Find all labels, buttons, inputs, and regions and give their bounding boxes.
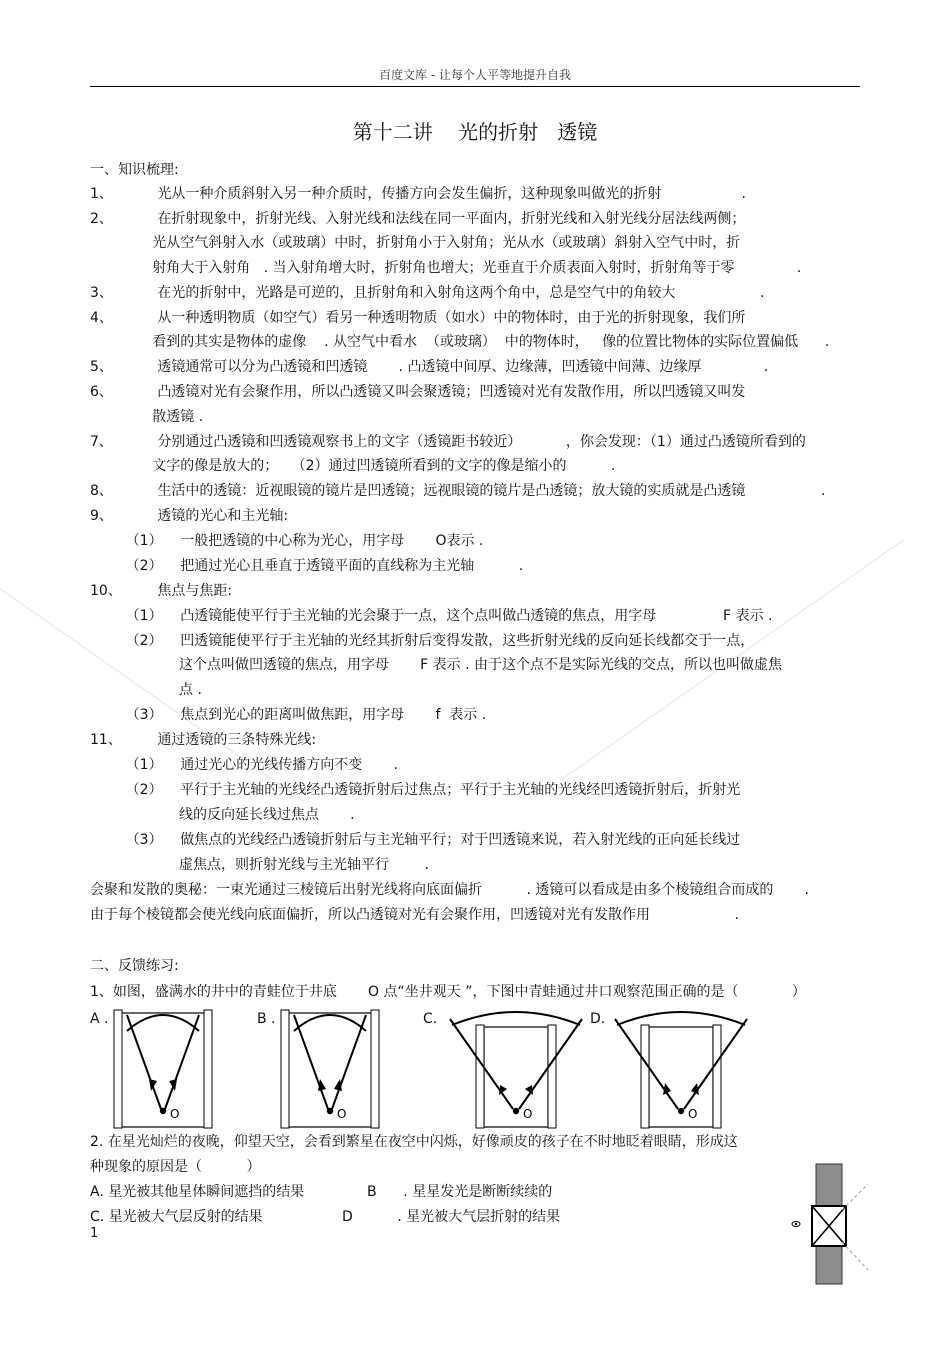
header-rule xyxy=(90,86,860,87)
text-line: 7、 分别通过凸透镜和凹透镜观察书上的文字（透镜距书较近） ，你会发现：（1）通过凸透镜所看到的 xyxy=(90,434,806,450)
text-line: 6、 凸透镜对光有会聚作用，所以凸透镜又叫会聚透镜；凹透镜对光有发散作用，所以凹透镜又叫发 xyxy=(90,384,746,400)
text-line: 会聚和发散的奥秘：一束光通过三棱镜后出射光线将向底面偏折 . 透镜可以看成是由多个棱镜组合而成的 . xyxy=(90,882,810,898)
section-heading: 二、反馈练习: xyxy=(90,958,179,974)
text-line: （1） 通过光心的光线传播方向不变 . xyxy=(90,757,398,773)
well-diagram-a xyxy=(113,1005,213,1131)
point-o-label: O xyxy=(170,1107,180,1121)
text-line: 9、 透镜的光心和主光轴: xyxy=(90,508,289,524)
text-line: （1） 凸透镜能使平行于主光轴的光会聚于一点，这个点叫做凸透镜的焦点，用字母 F 表示 . xyxy=(90,608,773,624)
point-o-label: O xyxy=(523,1107,533,1121)
page-title: 第十二讲 光的折射 透镜 xyxy=(352,120,598,144)
text-line: （2） 凹透镜能使平行于主光轴的光经其折射后变得发散，这些折射光线的反向延长线都交于一点， xyxy=(90,633,755,649)
window-diagram xyxy=(788,1162,870,1286)
text-line: 光从空气斜射入水（或玻璃）中时，折射角小于入射角；光从水（或玻璃）斜射入空气中时，折 xyxy=(90,235,741,251)
text-line: 2、 在折射现象中，折射光线、入射光线和法线在同一平面内，折射光线和入射光线分居法线两侧； xyxy=(90,211,746,227)
text-line: 射角大于入射角 . 当入射角增大时，折射角也增大；光垂直于介质表面入射时，折射角等于零 . xyxy=(90,260,802,276)
option-label: B . xyxy=(257,1011,276,1027)
text-line: 点 . xyxy=(90,682,202,698)
answer-option-a: A. 星光被其他星体瞬间遮挡的结果 xyxy=(90,1184,305,1200)
text-line: 散透镜 . xyxy=(90,409,204,425)
point-o-label: O xyxy=(337,1107,347,1121)
well-diagram-d xyxy=(611,1005,751,1131)
page-header: 百度文库 - 让每个人平等地提升自我 xyxy=(379,68,571,82)
answer-option-b: B . 星星发光是断断续续的 xyxy=(367,1184,553,1200)
text-line: 文字的像是放大的； （2）通过凹透镜所看到的文字的像是缩小的 . xyxy=(90,458,616,474)
text-line: 虚焦点，则折射光线与主光轴平行 . xyxy=(90,857,430,873)
text-line: （3） 焦点到光心的距离叫做焦距，用字母 f 表示 . xyxy=(90,707,487,723)
text-line: 这个点叫做凹透镜的焦点，用字母 F 表示 . 由于这个点不是实际光线的交点，所以也叫做虚焦 xyxy=(90,657,783,673)
text-line: 4、 从一种透明物质（如空气）看另一种透明物质（如水）中的物体时，由于光的折射现象，我们所 xyxy=(90,310,746,326)
text-line: 5、 透镜通常可以分为凸透镜和凹透镜 . 凸透镜中间厚、边缘薄，凹透镜中间薄、边缘厚 . xyxy=(90,359,769,375)
option-label: C. xyxy=(423,1011,438,1027)
text-line: 线的反向延长线过焦点 . xyxy=(90,807,355,823)
page-number: 1 xyxy=(90,1226,99,1241)
text-line: 由于每个棱镜都会使光线向底面偏折，所以凸透镜对光有会聚作用，凹透镜对光有发散作用 . xyxy=(90,907,740,923)
answer-option-d: D . 星光被大气层折射的结果 xyxy=(342,1209,561,1225)
text-line: 看到的其实是物体的虚像 . 从空气中看水 （或玻璃） 中的物体时， 像的位置比物体的实际位置偏低 . xyxy=(90,334,830,350)
question-stem: 1、如图，盛满水的井中的青蛙位于井底 O 点“坐井观天 ”，下图中青蛙通过井口观察范围正确的是（ ） xyxy=(90,984,806,1000)
text-line: （2） 平行于主光轴的光线经凸透镜折射后过焦点；平行于主光轴的光线经凹透镜折射后，折射光 xyxy=(90,782,741,798)
answer-option-c: C. 星光被大气层反射的结果 xyxy=(90,1209,263,1225)
text-line: （2） 把通过光心且垂直于透镜平面的直线称为主光轴 . xyxy=(90,558,524,574)
section-heading: 一、知识梳理: xyxy=(90,162,179,178)
option-label: A . xyxy=(90,1011,109,1027)
question-stem: 2. 在星光灿烂的夜晚，仰望天空，会看到繁星在夜空中闪烁，好像顽皮的孩子在不时地眨着眼睛，形成这 xyxy=(90,1134,738,1150)
text-line: 3、 在光的折射中，光路是可逆的，且折射角和入射角这两个角中，总是空气中的角较大 . xyxy=(90,285,765,301)
text-line: （1） 一般把透镜的中心称为光心，用字母 O表示 . xyxy=(90,533,484,549)
text-line: 11、 通过透镜的三条特殊光线: xyxy=(90,732,317,748)
option-label: D. xyxy=(590,1011,606,1027)
text-line: （3） 做焦点的光线经凸透镜折射后与主光轴平行；对于凹透镜来说，若入射光线的正向延长线过 xyxy=(90,832,741,848)
well-diagram-b xyxy=(280,1005,380,1131)
text-line: 10、 焦点与焦距: xyxy=(90,583,233,599)
point-o-label: O xyxy=(688,1107,698,1121)
text-line: 1、 光从一种介质斜射入另一种介质时，传播方向会发生偏折，这种现象叫做光的折射 . xyxy=(90,186,746,202)
text-line: 8、 生活中的透镜：近视眼镜的镜片是凹透镜；远视眼镜的镜片是凸透镜；放大镜的实质就是凸透镜 . xyxy=(90,483,826,499)
well-diagram-c xyxy=(446,1005,586,1131)
question-stem: 种现象的原因是（ ） xyxy=(90,1159,261,1175)
